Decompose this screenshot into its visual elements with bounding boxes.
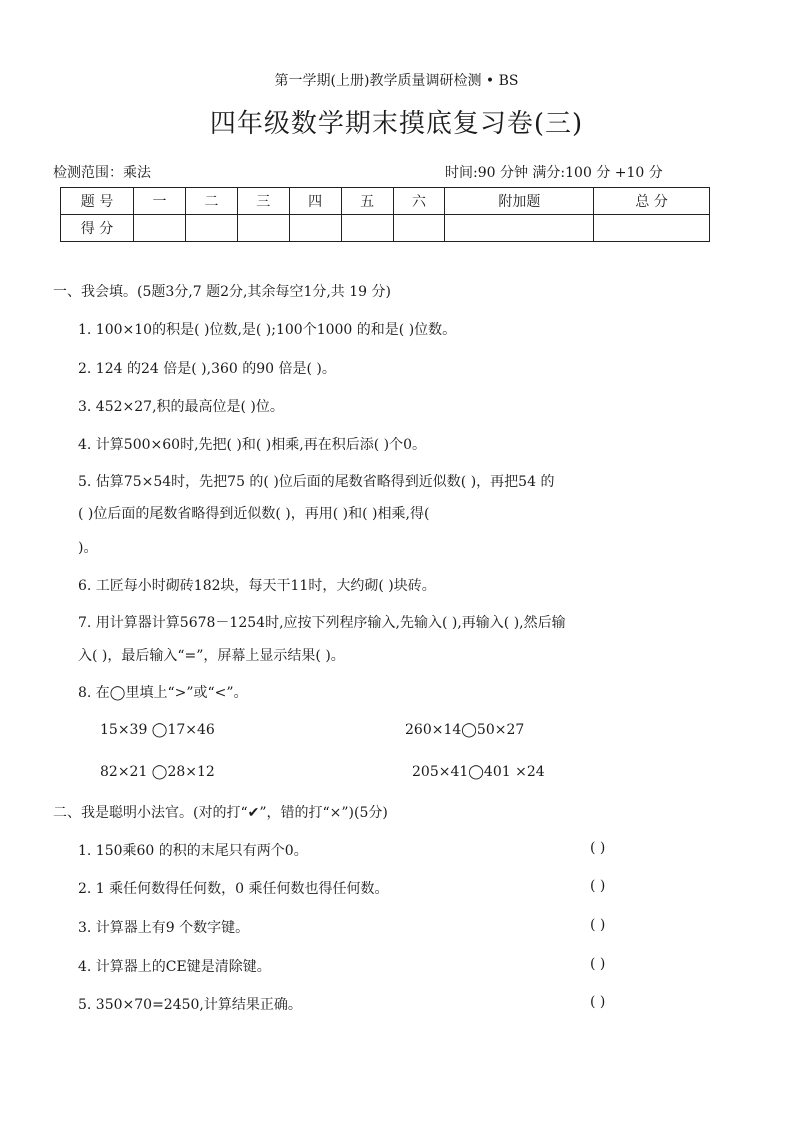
section2-heading: 二、我是聪明小法官。(对的打“✔”，错的打“×”)(5分) [53, 805, 388, 821]
question-2: 2. 124 的24 倍是( ),360 的90 倍是( )。 [78, 361, 336, 377]
judge-item-1: 1. 150乘60 的积的末尾只有两个0。 [78, 843, 308, 859]
score-table-score-row [61, 215, 710, 242]
time-score-text: 时间:90 分钟 满分:100 分 +10 分 [445, 165, 663, 181]
answer-paren[interactable]: ( ) [590, 994, 606, 1010]
score-input-cell[interactable] [445, 215, 594, 242]
score-input-cell[interactable] [594, 215, 710, 242]
score-input-cell[interactable] [289, 215, 341, 242]
question-6: 6. 工匠每小时砌砖182块，每天干11时，大约砌( )块砖。 [78, 578, 436, 594]
judge-item-3: 3. 计算器上有9 个数字键。 [78, 920, 250, 936]
question-5-line1: 5. 估算75×54时，先把75 的( )位后面的尾数省略得到近似数( )，再把54 的 [78, 474, 555, 490]
compare-item-1: 15×39 ◯17×46 [100, 722, 215, 738]
question-8: 8. 在◯里填上“>”或“<”。 [78, 685, 248, 701]
judge-item-4: 4. 计算器上的CE键是清除键。 [78, 959, 271, 975]
answer-paren[interactable]: ( ) [590, 917, 606, 933]
question-5-line2: ( )位后面的尾数省略得到近似数( )，再用( )和( )相乘,得( [78, 506, 430, 522]
score-header-cell: 五 [341, 188, 393, 215]
score-table-header-row [61, 188, 710, 215]
score-input-cell[interactable] [134, 215, 186, 242]
exam-subtitle: 第一学期(上册)教学质量调研检测 • BS [274, 73, 519, 89]
judge-item-5: 5. 350×70=2450,计算结果正确。 [78, 997, 302, 1013]
score-input-cell[interactable] [237, 215, 289, 242]
score-input-cell[interactable] [341, 215, 393, 242]
answer-paren[interactable]: ( ) [590, 840, 606, 856]
score-header-cell: 一 [134, 188, 186, 215]
answer-paren[interactable]: ( ) [590, 956, 606, 972]
question-5-line3: )。 [78, 540, 98, 556]
score-header-cell: 二 [185, 188, 237, 215]
score-header-cell: 四 [289, 188, 341, 215]
section1-heading: 一、我会填。(5题3分,7 题2分,其余每空1分,共 19 分) [53, 284, 391, 300]
score-header-cell: 题 号 [61, 188, 134, 215]
judge-item-2: 2. 1 乘任何数得任何数，0 乘任何数也得任何数。 [78, 881, 389, 897]
score-header-cell: 三 [237, 188, 289, 215]
question-4: 4. 计算500×60时,先把( )和( )相乘,再在积后添( )个0。 [78, 437, 427, 453]
page-title: 四年级数学期末摸底复习卷(三) [209, 109, 584, 139]
score-header-cell: 六 [393, 188, 445, 215]
score-input-cell[interactable] [185, 215, 237, 242]
question-1: 1. 100×10的积是( )位数,是( );100个1000 的和是( )位数。 [78, 322, 457, 338]
score-header-cell: 总 分 [594, 188, 710, 215]
compare-item-4: 205×41◯401 ×24 [412, 764, 545, 780]
score-header-cell: 附加题 [445, 188, 594, 215]
question-3: 3. 452×27,积的最高位是( )位。 [78, 399, 284, 415]
score-input-cell[interactable] [393, 215, 445, 242]
answer-paren[interactable]: ( ) [590, 878, 606, 894]
compare-item-2: 260×14◯50×27 [405, 722, 525, 738]
score-row-label: 得 分 [61, 215, 134, 242]
compare-item-3: 82×21 ◯28×12 [100, 764, 215, 780]
question-7-line1: 7. 用计算器计算5678－1254时,应按下列程序输入,先输入( ),再输入( ),然后输 [78, 615, 566, 631]
scope-text: 检测范围：乘法 [53, 165, 151, 181]
score-table [60, 187, 710, 242]
question-7-line2: 入( )，最后输入“=”，屏幕上显示结果( )。 [78, 648, 345, 664]
